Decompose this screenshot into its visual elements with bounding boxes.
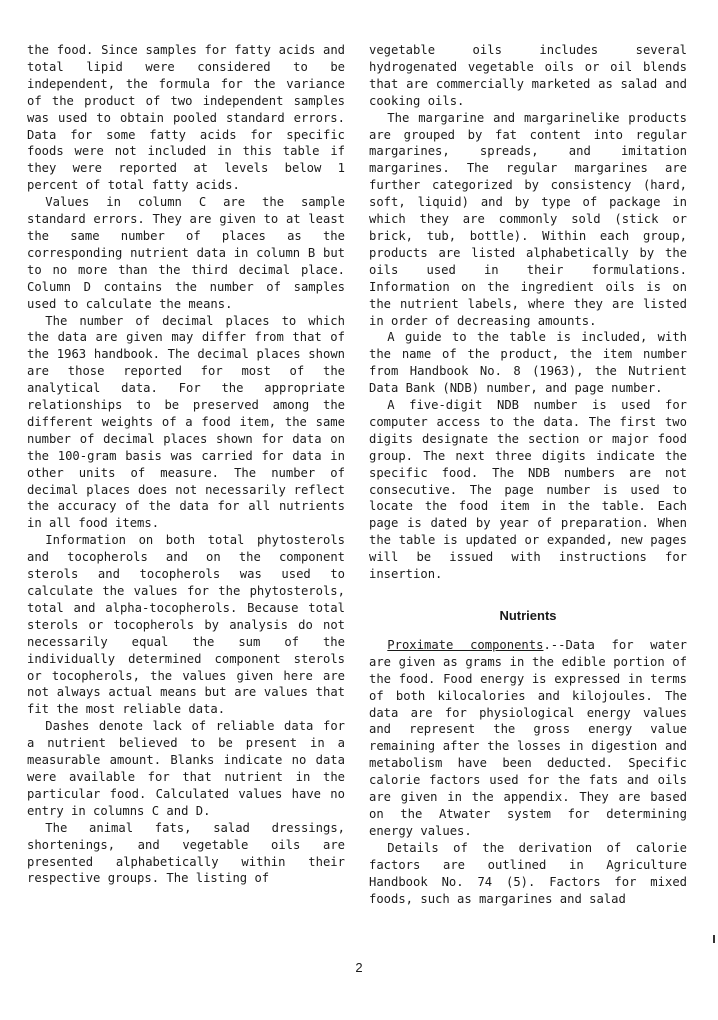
section-heading-nutrients: Nutrients bbox=[499, 608, 557, 623]
paragraph-animal-fats: The animal fats, salad dressings, shortenings, and vegetable oils are presented alphabetically within their respective groups. The listing of bbox=[27, 820, 345, 886]
paragraph-vegetable-oils: vegetable oils includes several hydrogenated vegetable oils or oil blends that are commercially marketed as salad and cooking oils. bbox=[369, 43, 687, 108]
paragraph-standard-errors: Values in column C are the sample standard errors. They are given to at least the same number of places as the corresponding nutrient data in column B but to no more than the third decimal place. Column D contains the number of samples used to calculate the means. bbox=[27, 195, 345, 311]
paragraph-calorie-factors: Details of the derivation of calorie factors are outlined in Agriculture Handbook No. 74 (5). Factors for mixed foods, such as margarines and salad bbox=[369, 840, 687, 906]
paragraph-proximate-components bbox=[369, 637, 687, 840]
margin-mark bbox=[713, 935, 715, 943]
paragraph-decimal-places: The number of decimal places to which the data are given may differ from that of the 1963 handbook. The decimal places shown are those reported for most of the analytical data. For the appropriate relationships to be preserved among the different weights of a food item, the same number of decimal places shown for data on the 100-gram basis was carried for data in other units of measure. The number of decimal places does not necessarily reflect the accuracy of the data for all nutrients in all food items. bbox=[27, 313, 345, 531]
paragraph-continuation: the food. Since samples for fatty acids and total lipid were considered to be independent, the formula for the variance of the product of two independent samples was used to obtain pooled standard errors. Data for some fatty acids for specific foods were not included in this table if they were reported at levels below 1 percent of total fatty acids. bbox=[27, 43, 345, 193]
runin-body: .--Data for water are given as grams in the edible portion of the food. Food energy is expressed in terms of both kilocalories and kilojoules. The data are for physiological energy values and represent the gross energy value remaining after the losses in digestion and metabolism have been deducted. Specific calorie factors used for the fats and oils are given in the appendix. They are based on the Atwater system for determining energy values. bbox=[369, 637, 687, 838]
paragraph-phytosterols: Information on both total phytosterols and tocopherols and on the component sterols and tocopherols was used to calculate the values for the phytosterols, total and alpha-tocopherols. Because total sterols or tocopherols by analysis do not necessarily equal the sum of the individually determined component sterols or tocopherols, the values given here are not always actual means but are values that fit the most reliable data. bbox=[27, 533, 345, 717]
right-column bbox=[369, 42, 687, 907]
runin-heading: Proximate components bbox=[387, 637, 544, 652]
paragraph-dashes: Dashes denote lack of reliable data for a nutrient believed to be present in a measurable amount. Blanks indicate no data were available for that nutrient in the particular food. Calculated values have no entry in columns C and D. bbox=[27, 719, 345, 818]
left-column bbox=[27, 42, 345, 887]
paragraph-guide: A guide to the table is included, with the name of the product, the item number from Handbook No. 8 (1963), the Nutrient Data Bank (NDB) number, and page number. bbox=[369, 330, 687, 396]
paragraph-ndb-number: A five-digit NDB number is used for computer access to the data. The first two digits designate the section or major food group. The next three digits indicate the specific food. The NDB numbers are not consecutive. The page number is used to locate the food item in the table. Each page is dated by year of preparation. When the table is updated or expanded, new pages will be issued with instructions for insertion. bbox=[369, 398, 687, 582]
paragraph-margarine: The margarine and margarinelike products are grouped by fat content into regular margarines, spreads, and imitation margarines. The regular margarines are further categorized by consistency (hard, soft, liquid) and by type of package in which they are commonly sold (stick or brick, tub, bottle). Within each group, products are listed alphabetically by the oils used in their formulations. Information on the ingredient oils is on the nutrient labels, where they are listed in order of decreasing amounts. bbox=[369, 110, 687, 328]
page-number: 2 bbox=[355, 960, 363, 975]
